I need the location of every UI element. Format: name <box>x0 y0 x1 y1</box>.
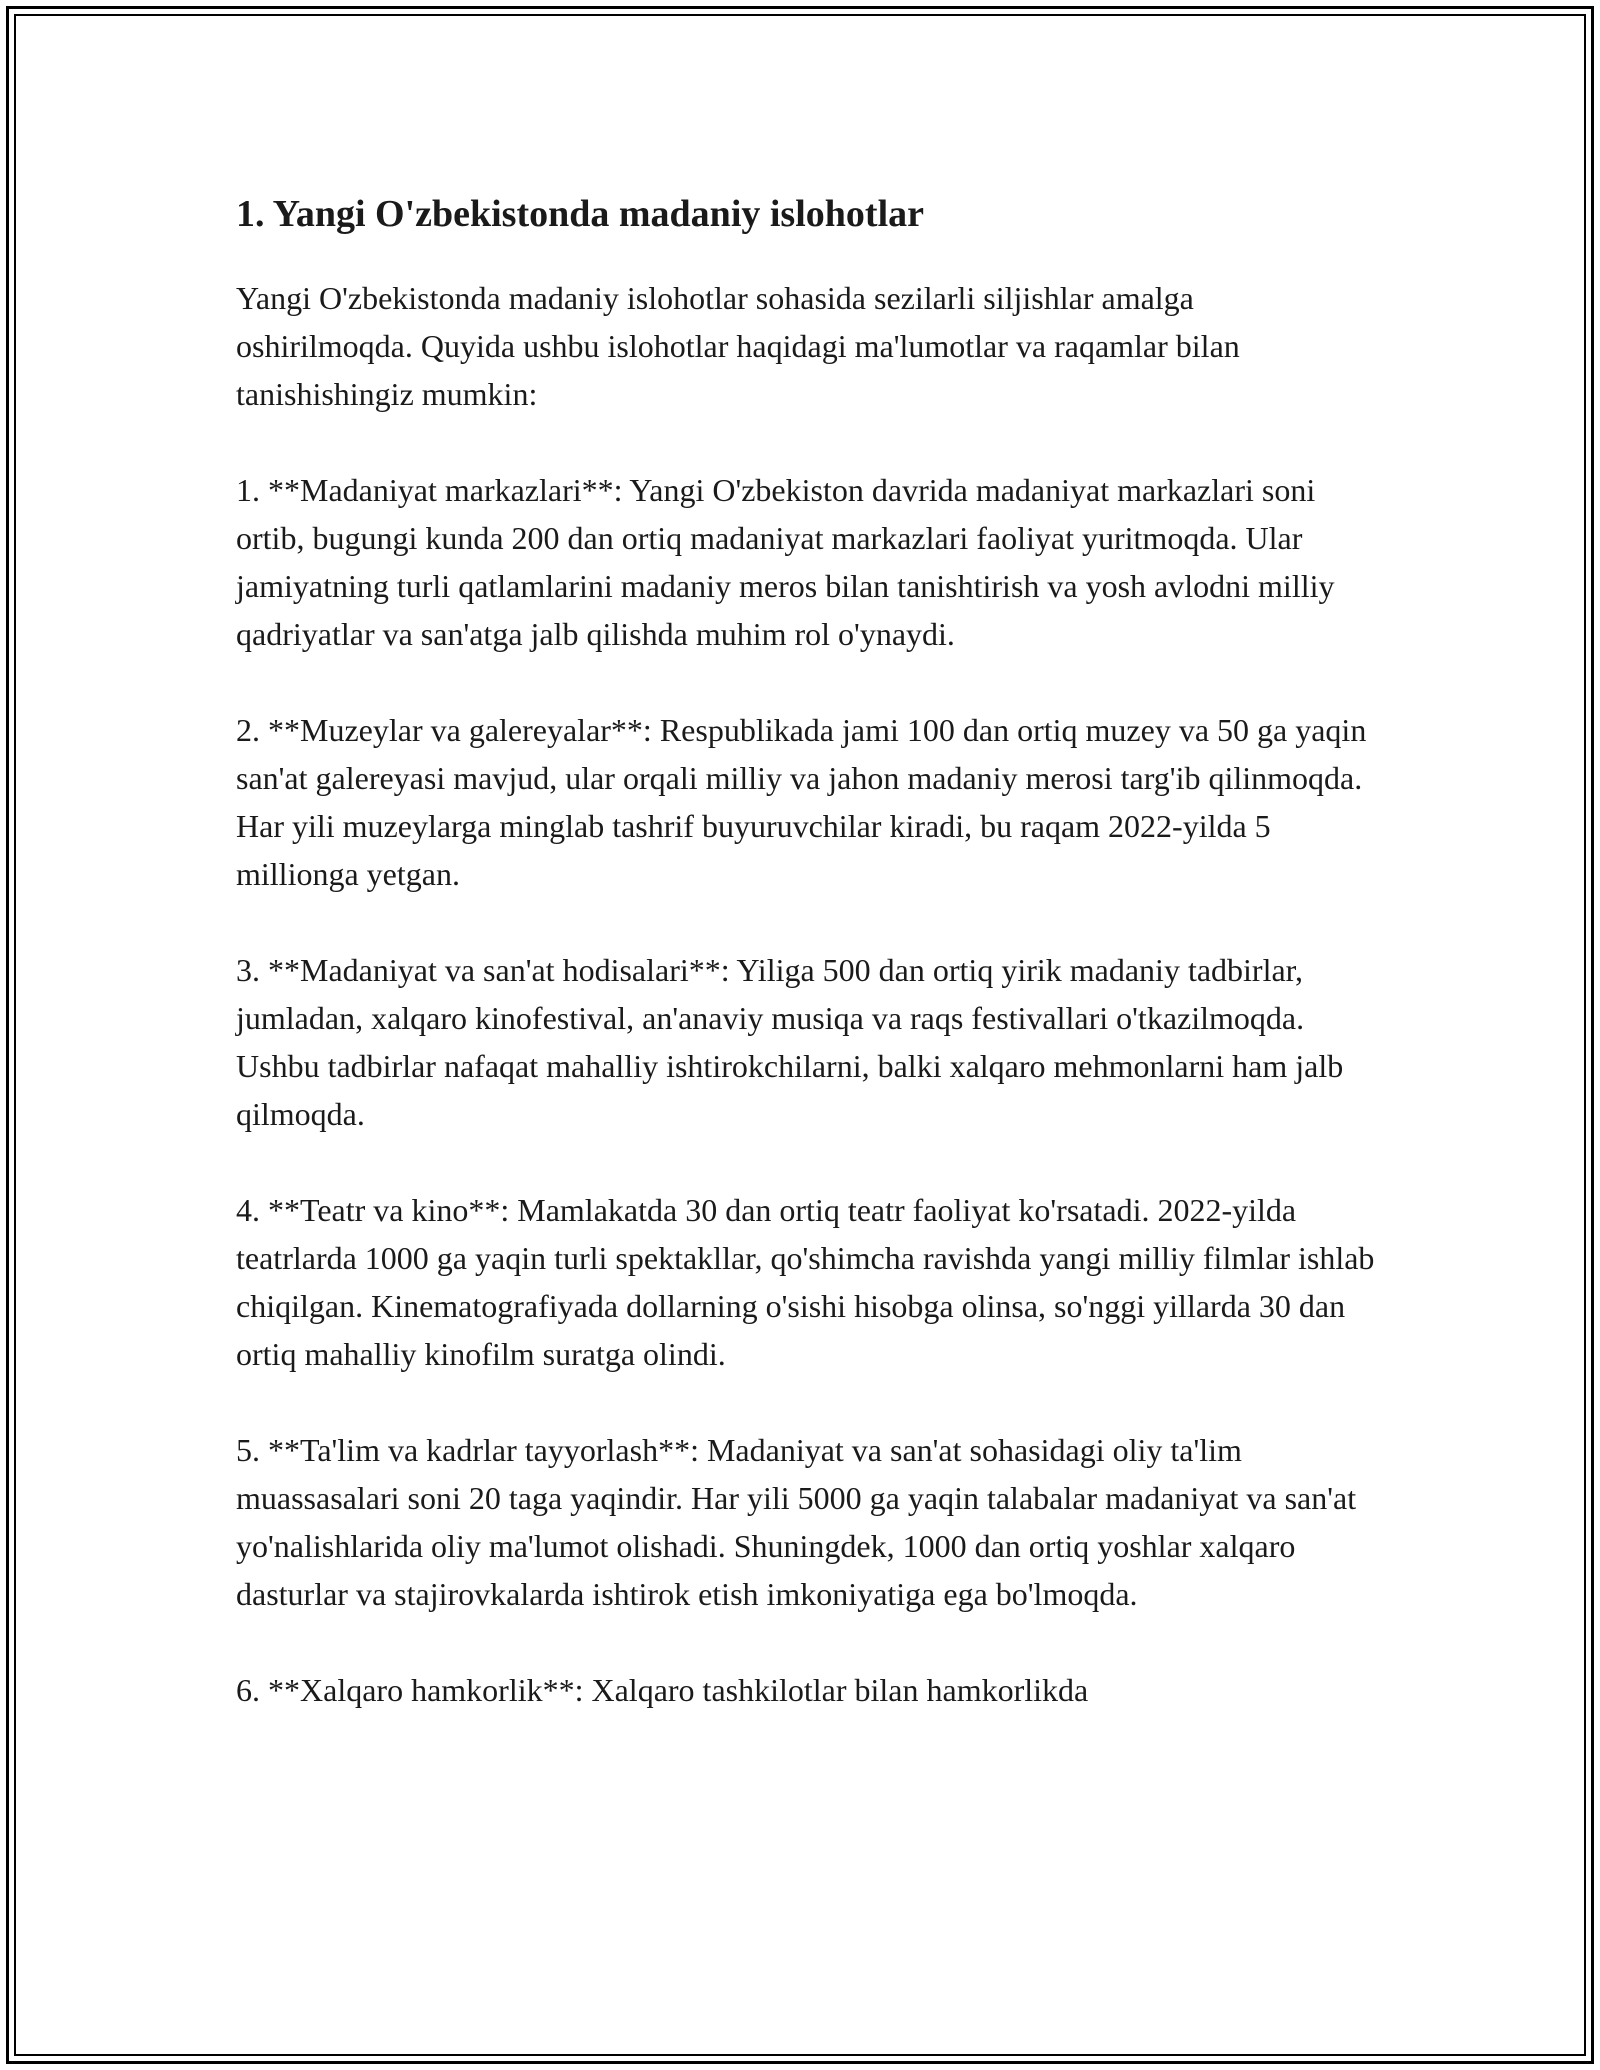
item-museums-galleries: 2. **Muzeylar va galereyalar**: Respublikada jami 100 dan ortiq muzey va 50 ga yaqin san'at galereyasi mavjud, ular orqali milliy va jahon madaniy merosi targ'ib qilinmoqda. Har yili muzeylarga minglab tashrif buyuruvchilar kiradi, bu raqam 2022-yilda 5 millionga yetgan. <box>236 712 1367 892</box>
section-heading: 1. Yangi O'zbekistonda madaniy islohotlar <box>236 193 924 235</box>
item-culture-centers: 1. **Madaniyat markazlari**: Yangi O'zbekiston davrida madaniyat markazlari soni ortib, bugungi kunda 200 dan ortiq madaniyat markazlari faoliyat yuritmoqda. Ular jamiyatning turli qatlamlarini madaniy meros bilan tanishtirish va yosh avlodni milliy qadriyatlar va san'atga jalb qilishda muhim rol o'ynaydi. <box>236 472 1335 652</box>
item-education-training: 5. **Ta'lim va kadrlar tayyorlash**: Madaniyat va san'at sohasidagi oliy ta'lim muassasalari soni 20 taga yaqindir. Har yili 5000 ga yaqin talabalar madaniyat va san'at yo'nalishlarida oliy ma'lumot olishadi. Shuningdek, 1000 dan ortiq yoshlar xalqaro dasturlar va stajirovkalarda ishtirok etish imkoniyatiga ega bo'lmoqda. <box>236 1432 1357 1612</box>
item-theatre-cinema: 4. **Teatr va kino**: Mamlakatda 30 dan ortiq teatr faoliyat ko'rsatadi. 2022-yilda teatrlarda 1000 ga yaqin turli spektakllar, qo'shimcha ravishda yangi milliy filmlar ishlab chiqilgan. Kinematografiyada dollarning o'sishi hisobga olinsa, so'nggi yillarda 30 dan ortiq mahalliy kinofilm suratga olindi. <box>236 1192 1375 1372</box>
intro-paragraph: Yangi O'zbekistonda madaniy islohotlar sohasida sezilarli siljishlar amalga oshirilmoqda. Quyida ushbu islohotlar haqidagi ma'lumotlar va raqamlar bilan tanishishingiz mumkin: <box>236 280 1240 412</box>
item-culture-art-events: 3. **Madaniyat va san'at hodisalari**: Yiliga 500 dan ortiq yirik madaniy tadbirlar, jumladan, xalqaro kinofestival, an'anaviy musiqa va raqs festivallari o'tkazilmoqda. Ushbu tadbirlar nafaqat mahalliy ishtirokchilarni, balki xalqaro mehmonlarni ham jalb qilmoqda. <box>236 952 1344 1132</box>
item-international-cooperation: 6. **Xalqaro hamkorlik**: Xalqaro tashkilotlar bilan hamkorlikda <box>236 1672 1089 1708</box>
document-body <box>236 186 1376 1762</box>
